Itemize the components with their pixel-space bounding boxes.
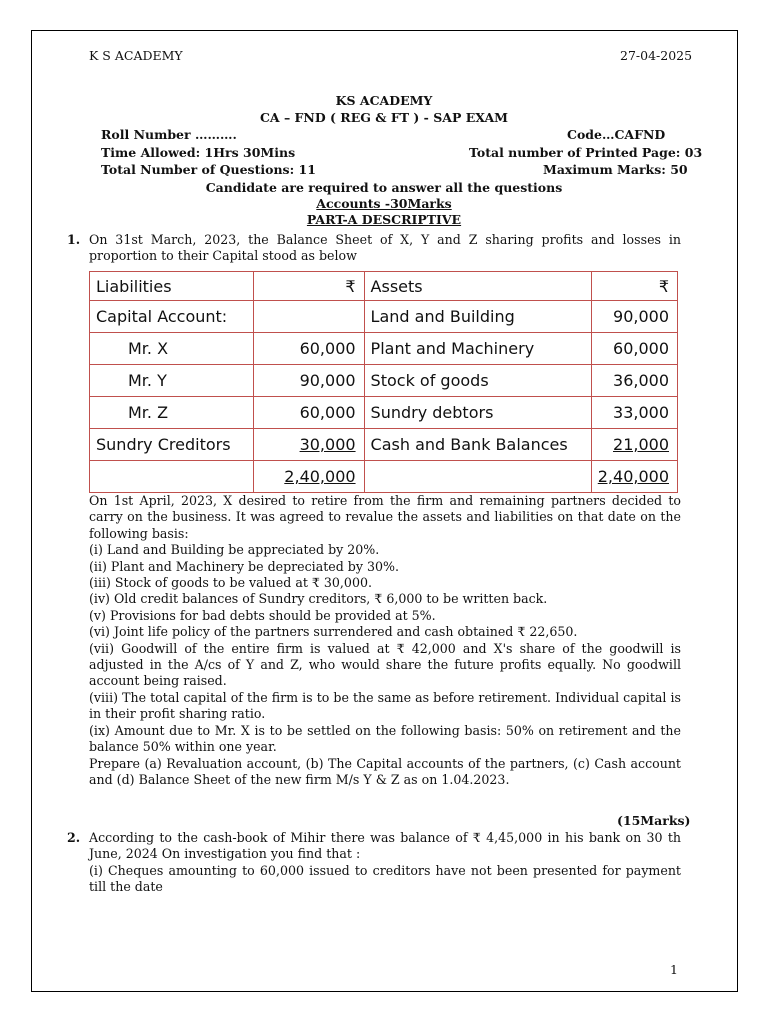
table-row xyxy=(90,333,678,365)
liability-amount xyxy=(253,301,364,333)
table-row xyxy=(90,429,678,461)
header-date: 27-04-2025 xyxy=(620,48,693,63)
question-1-number: 1. xyxy=(67,232,81,247)
question-1-intro: On 31st March, 2023, the Balance Sheet of X, Y and Z sharing profits and losses in proportion to their Capital stood as below xyxy=(89,232,681,264)
exam-code: Code…CAFND xyxy=(567,127,666,142)
exam-subtitle: CA – FND ( REG & FT ) - SAP EXAM xyxy=(259,110,509,125)
body-paragraph: On 1st April, 2023, X desired to retire from the firm and remaining partners decided to carry on the business. It was agreed to revalue the assets and liabilities on that date on the following basis: xyxy=(89,493,681,541)
prepare-instruction: Prepare (a) Revaluation account, (b) The Capital accounts of the partners, (c) Cash account and (d) Balance Sheet of the new firm M/s Y & Z as on 1.04.2023. xyxy=(89,755,681,787)
total-liabilities: 2,40,000 xyxy=(284,467,356,486)
asset-amount: 60,000 xyxy=(591,333,677,365)
asset-amount: 21,000 xyxy=(613,435,669,454)
table-row xyxy=(90,397,678,429)
item-iv: (iv) Old credit balances of Sundry creditors, ₹ 6,000 to be written back. xyxy=(89,591,548,607)
table-row xyxy=(90,365,678,397)
asset-label: Cash and Bank Balances xyxy=(364,429,591,461)
total-questions: Total Number of Questions: 11 xyxy=(101,162,316,177)
time-allowed: Time Allowed: 1Hrs 30Mins xyxy=(101,145,296,160)
liability-label: Mr. Y xyxy=(90,365,254,397)
header-assets: Assets xyxy=(364,272,591,301)
liability-label: Mr. X xyxy=(90,333,254,365)
roll-number: Roll Number ………. xyxy=(101,127,237,142)
asset-label: Stock of goods xyxy=(364,365,591,397)
item-iii: (iii) Stock of goods to be valued at ₹ 30,000. xyxy=(89,575,372,591)
asset-label: Land and Building xyxy=(364,301,591,333)
liability-label: Sundry Creditors xyxy=(90,429,254,461)
header-liabilities: Liabilities xyxy=(90,272,254,301)
exam-title: KS ACADEMY xyxy=(335,93,433,108)
liability-label: Capital Account: xyxy=(90,301,254,333)
header-rupee-2: ₹ xyxy=(591,272,677,301)
question-2-item-1: (i) Cheques amounting to 60,000 issued to creditors have not been presented for payment till the date xyxy=(89,862,681,895)
table-total-row xyxy=(90,461,678,493)
header-rupee-1: ₹ xyxy=(253,272,364,301)
instruction: Candidate are required to answer all the questions xyxy=(205,180,563,195)
question-1-marks: (15Marks) xyxy=(617,813,691,828)
section-marks: Accounts -30Marks xyxy=(316,196,452,211)
question-2-body xyxy=(89,830,681,896)
item-v: (v) Provisions for bad debts should be provided at 5%. xyxy=(89,607,436,623)
part-title: PART-A DESCRIPTIVE xyxy=(306,212,462,227)
page-number: 1 xyxy=(670,962,678,977)
liability-amount: 30,000 xyxy=(299,435,356,454)
table-header-row xyxy=(90,272,678,301)
item-i: (i) Land and Building be appreciated by 20%. xyxy=(89,542,380,558)
asset-amount: 36,000 xyxy=(591,365,677,397)
question-2-number: 2. xyxy=(67,830,81,845)
asset-label: Plant and Machinery xyxy=(364,333,591,365)
item-ix: (ix) Amount due to Mr. X is to be settled on the following basis: 50% on retirement and the balance 50% within one year. xyxy=(89,722,681,755)
liability-amount: 60,000 xyxy=(253,333,364,365)
max-marks: Maximum Marks: 50 xyxy=(543,162,688,177)
asset-amount: 90,000 xyxy=(591,301,677,333)
printed-pages: Total number of Printed Page: 03 xyxy=(469,145,703,160)
question-2-intro: According to the cash-book of Mihir there was balance of ₹ 4,45,000 in his bank on 30 th June, 2024 On investigation you find that : xyxy=(89,830,681,862)
item-viii: (viii) The total capital of the firm is to be the same as before retirement. Individual capital is in their profit sharing ratio. xyxy=(89,689,681,722)
liability-amount: 90,000 xyxy=(253,365,364,397)
question-1-body xyxy=(89,493,681,788)
table-row xyxy=(90,301,678,333)
item-vii: (vii) Goodwill of the entire firm is valued at ₹ 42,000 and X's share of the goodwill is adjusted in the A/cs of Y and Z, who would share the future profits equally. No goodwill account being raised. xyxy=(89,640,681,689)
item-ii: (ii) Plant and Machinery be depreciated by 30%. xyxy=(89,558,399,574)
total-assets: 2,40,000 xyxy=(597,467,669,486)
item-vi: (vi) Joint life policy of the partners surrendered and cash obtained ₹ 22,650. xyxy=(89,624,578,640)
asset-label: Sundry debtors xyxy=(364,397,591,429)
balance-sheet-table xyxy=(89,271,678,493)
asset-amount: 33,000 xyxy=(591,397,677,429)
liability-amount: 60,000 xyxy=(253,397,364,429)
header-institute: K S ACADEMY xyxy=(89,48,183,63)
liability-label: Mr. Z xyxy=(90,397,254,429)
